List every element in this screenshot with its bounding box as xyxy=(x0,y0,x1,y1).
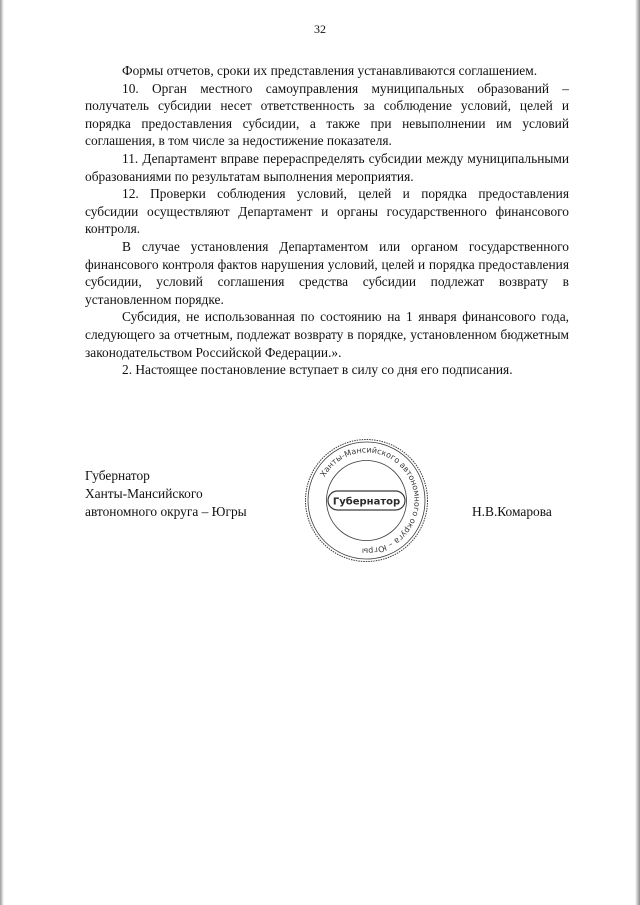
official-seal xyxy=(303,437,430,564)
scan-edge-left xyxy=(0,0,4,905)
signature-block xyxy=(85,467,247,521)
signer-title-line-3: автономного округа – Югры xyxy=(85,504,247,519)
seal-center-text: Губернатор xyxy=(332,496,401,508)
paragraph-12: 12. Проверки соблюдения условий, целей и порядка предоставления субсидии осуществляют Департамент и органы государственного финансового контроля. xyxy=(85,186,569,237)
paragraph-effective: 2. Настоящее постановление вступает в силу со дня его подписания. xyxy=(122,362,513,378)
seal-ring-text: Ханты-Мансийского автономного округа – Югры xyxy=(318,445,422,556)
scan-edge-right xyxy=(635,0,640,905)
paragraph-10: 10. Орган местного самоуправления муниципальных образований – получатель субсидии несет ответственность за соблюдение условий, целей и порядка предоставления субсидии, а также при невыполнении им условий соглашения, в том числе за недостижение показателя. xyxy=(85,80,569,149)
paragraph-11: 11. Департамент вправе перераспределять субсидии между муниципальными образованиями по результатам выполнения мероприятия. xyxy=(85,150,569,184)
seal-graphic xyxy=(303,437,430,564)
signer-title-line-1: Губернатор xyxy=(85,468,150,483)
paragraph-violations: В случае установления Департаментом или органом государственного финансового контроля фактов нарушения условий, целей и порядка предоставления субсидии, условий соглашения средства субсидии подлежат возврату в установленном порядке. xyxy=(85,238,569,307)
paragraph-unused-subsidy: Субсидия, не использованная по состоянию на 1 января финансового года, следующего за отчетным, подлежат возврату в порядке, установленном бюджетным законодательством Российской Федерации.». xyxy=(85,309,569,360)
paragraph-forms: Формы отчетов, сроки их представления устанавливаются соглашением. xyxy=(122,63,538,78)
signer-title-line-2: Ханты-Мансийского xyxy=(85,486,203,501)
page-number: 32 xyxy=(314,22,326,36)
document-body xyxy=(85,62,569,379)
signer-name: Н.В.Комарова xyxy=(472,504,552,519)
